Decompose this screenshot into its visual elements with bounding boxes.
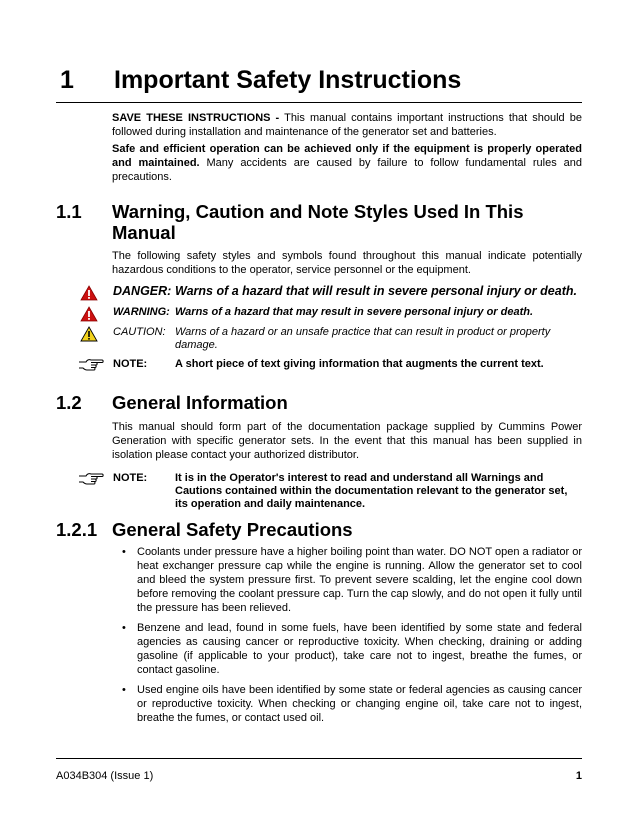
list-item	[122, 683, 582, 725]
intro-text-2: Many accidents are caused by failure to follow fundamental rules and precautions.	[112, 157, 582, 183]
warning-text: Warns of a hazard that may result in severe personal injury or death.	[175, 306, 534, 318]
danger-text: Warns of a hazard that will result in severe personal injury or death.	[175, 284, 577, 298]
note-text: It is in the Operator's interest to read and understand all Warnings and Cautions contained within the documentation relevant to the generator set, its operation and daily maintenance.	[175, 472, 568, 510]
pointing-hand-icon	[78, 356, 104, 376]
safety-precautions-list	[122, 545, 582, 731]
intro-paragraph-1	[112, 111, 582, 139]
intro-text-1: This manual contains important instructions that should be followed during installation and maintenance of the generator set and batteries.	[112, 112, 582, 138]
caution-text: Warns of a hazard or an unsafe practice that can result in product or property damage.	[175, 326, 551, 351]
list-item-text: Coolants under pressure have a higher boiling point than water. DO NOT open a radiator or heat exchanger pressure cap while the engine is running. Allow the generator set to cool and bleed the system pressure first. To prevent severe scalding, let the engine cool down before removing the coolant pressure cap. Turn the cap slowly, and do not open it fully until the pressure has been relieved.	[137, 546, 582, 614]
section-number: 1.2	[56, 392, 82, 413]
section-1-2-body: This manual should form part of the documentation package supplied by Cummins Power Generation with specific generator sets. In the event that this manual has been supplied in isolation please contact your authorized distributor.	[112, 421, 582, 461]
section-1-heading	[56, 66, 582, 103]
note-text: A short piece of text giving information that augments the current text.	[175, 358, 544, 370]
note-notice	[76, 358, 582, 374]
document-id: A034B304 (Issue 1)	[56, 770, 154, 782]
section-1-2-heading	[56, 392, 582, 414]
intro-paragraph-2	[112, 142, 582, 184]
safe-operation-statement: Safe and efficient operation can be achieved only if the equipment is properly operated and maintained.	[112, 143, 582, 169]
list-item	[122, 545, 582, 615]
footer-divider	[56, 758, 582, 759]
bullet-icon: •	[122, 622, 126, 634]
danger-triangle-icon	[80, 285, 98, 304]
warning-triangle-icon	[80, 306, 98, 326]
warning-notice	[76, 306, 582, 322]
warning-label: WARNING:	[113, 306, 170, 318]
caution-notice	[76, 326, 582, 354]
danger-label: DANGER:	[113, 284, 172, 298]
pointing-hand-icon	[78, 470, 104, 490]
list-item-text: Benzene and lead, found in some fuels, have been identified by some state and federal agencies as causing cancer or reproductive toxicity. When checking, draining or adding gasoline (if applicable to your product), take care not to ingest, breathe the fumes, or contact gasoline.	[137, 622, 582, 676]
page-title: Important Safety Instructions	[114, 66, 462, 94]
caution-triangle-icon	[80, 326, 98, 346]
save-instructions-label: SAVE THESE INSTRUCTIONS -	[112, 112, 280, 124]
note-label: NOTE:	[113, 358, 148, 370]
section-title: Warning, Caution and Note Styles Used In This Manual	[112, 201, 524, 243]
list-item-text: Used engine oils have been identified by some state or federal agencies as causing cancer or reproductive toxicity. When checking or changing engine oil, take care not to ingest, breathe the fumes, or contact used oil.	[137, 684, 582, 724]
section-1-1-body: The following safety styles and symbols found throughout this manual indicate potentially hazardous conditions to the operator, service personnel or the equipment.	[112, 250, 582, 276]
bullet-icon: •	[122, 546, 126, 558]
bullet-icon: •	[122, 684, 126, 696]
general-info-note	[76, 472, 582, 512]
section-number: 1.1	[56, 201, 82, 222]
section-1-1-heading	[56, 201, 582, 245]
section-title: General Safety Precautions	[112, 519, 353, 540]
danger-notice	[76, 285, 582, 303]
section-title: General Information	[112, 392, 288, 413]
section-1-2-1-heading	[56, 519, 582, 541]
list-item	[122, 621, 582, 677]
page-number: 1	[575, 770, 582, 782]
section-number: 1.2.1	[56, 519, 98, 540]
section-number: 1	[60, 66, 74, 94]
caution-label: CAUTION:	[113, 326, 166, 338]
note-label: NOTE:	[113, 472, 148, 484]
